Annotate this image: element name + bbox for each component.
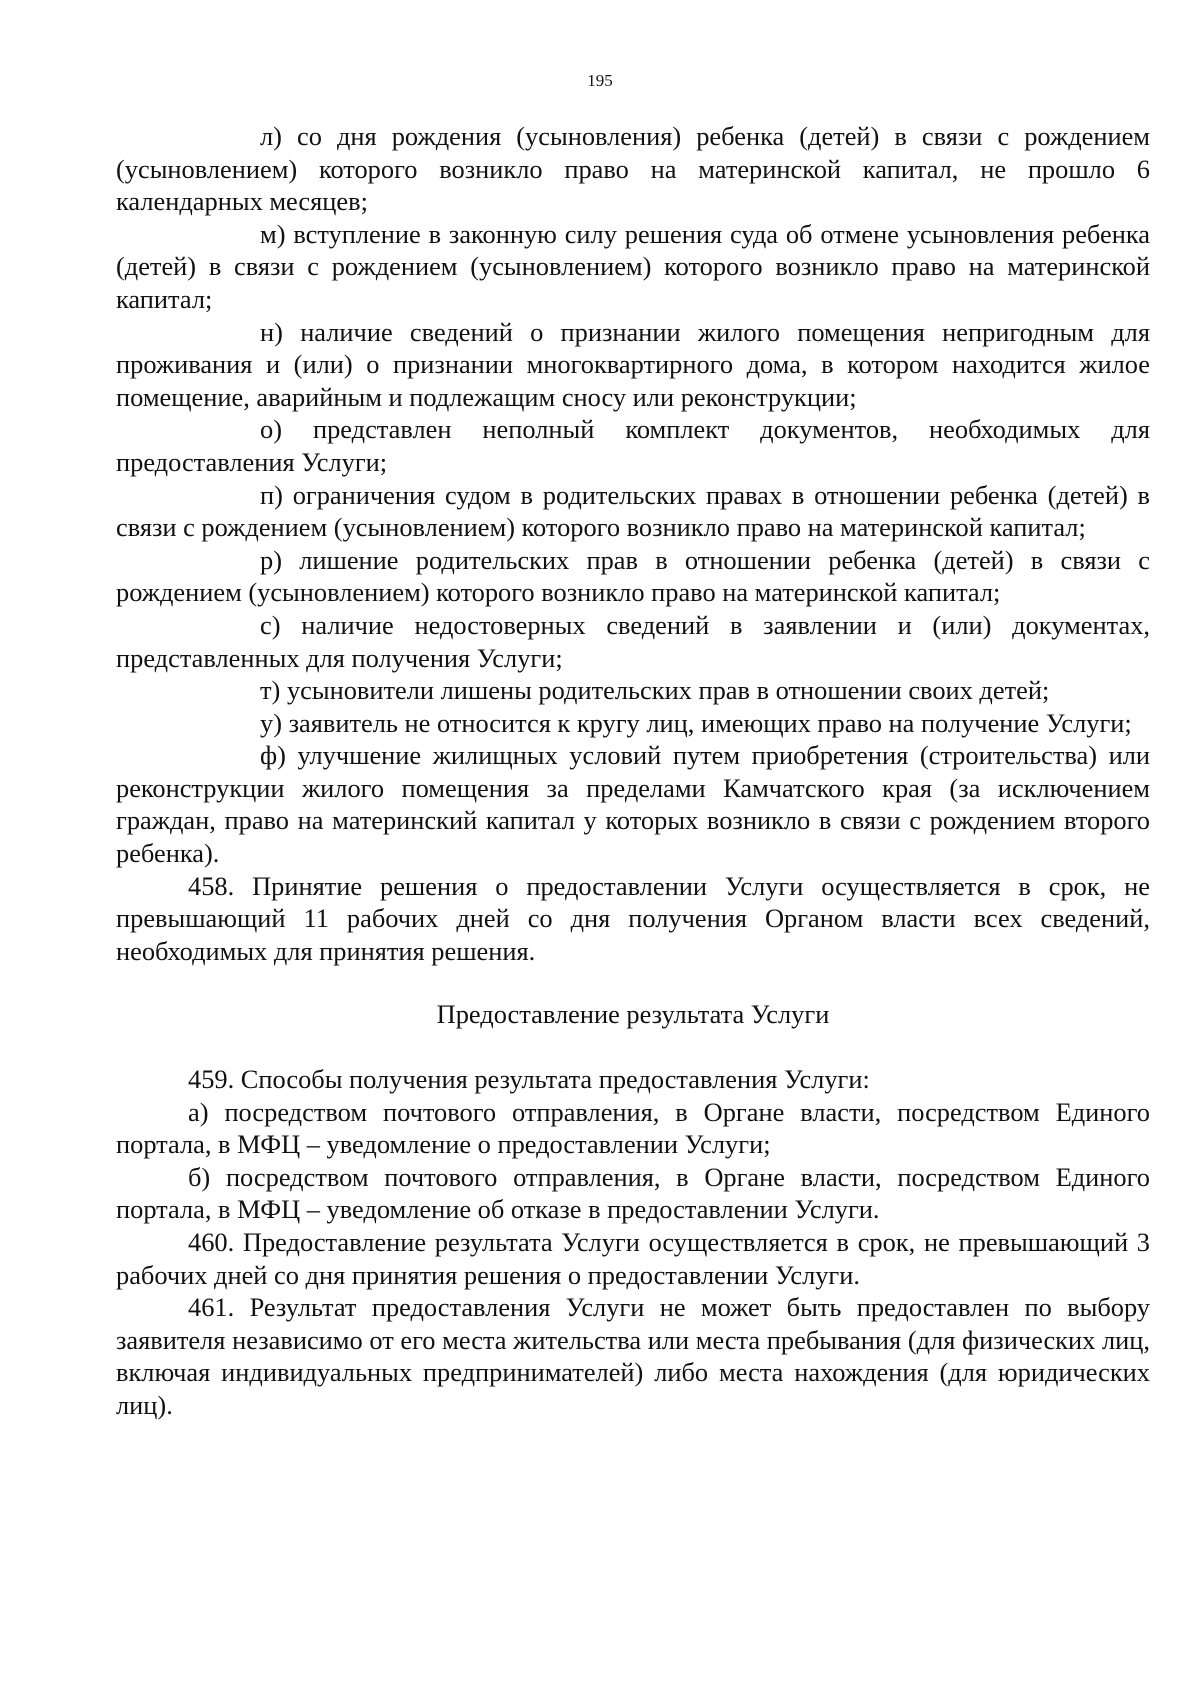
item-text: посредством почтового отправления, в Органе власти, посредством Единого портала, в МФЦ – уведомление о предоставлении Услуги; <box>116 1096 1150 1160</box>
section-heading: Предоставление результата Услуги <box>436 999 830 1030</box>
list-item-a <box>116 1096 1150 1161</box>
item-label: р) <box>260 544 282 575</box>
paragraph-text: Предоставление результата Услуги осуществляется в срок, не превышающий 3 рабочих дней со дня принятия решения о предоставлении Услуги. <box>116 1227 1150 1290</box>
item-text: посредством почтового отправления, в Органе власти, посредством Единого портала, в МФЦ – уведомление об отказе в предоставлении Услуги. <box>116 1161 1150 1225</box>
item-label: о) <box>260 414 282 445</box>
paragraph-458 <box>116 870 1150 968</box>
item-label: ф) <box>260 740 286 771</box>
list-item-p <box>116 479 1150 544</box>
item-text: со дня рождения (усыновления) ребенка (детей) в связи с рождением (усыновлением) которого возникло право на материнской капитал, не прошло 6 календарных месяцев; <box>116 121 1150 217</box>
item-label: т) <box>260 675 281 706</box>
list-item-n <box>116 316 1150 414</box>
list-item-m <box>116 218 1150 316</box>
item-text: заявитель не относится к кругу лиц, имеющих право на получение Услуги; <box>288 707 1132 738</box>
item-label: м) <box>260 218 286 249</box>
list-item-t <box>116 674 1150 707</box>
paragraph-number: 461. <box>188 1292 235 1323</box>
item-text: наличие сведений о признании жилого помещения непригодным для проживания и (или) о признании многоквартирного дома, в котором находится жилое помещение, аварийным и подлежащим сносу или реконструкции; <box>116 316 1150 412</box>
list-item-l <box>116 120 1150 218</box>
paragraph-text: Принятие решения о предоставлении Услуги осуществляется в срок, не превышающий 11 рабочих дней со дня получения Органом власти всех сведений, необходимых для принятия решения. <box>116 870 1150 966</box>
list-item-u <box>116 707 1150 740</box>
item-label: б) <box>188 1161 211 1192</box>
page-content <box>116 120 1150 1422</box>
paragraph-text: Способы получения результата предоставления Услуги: <box>240 1064 870 1095</box>
list-item-r <box>116 544 1150 609</box>
item-text: вступление в законную силу решения суда об отмене усыновления ребенка (детей) в связи с рождением (усыновлением) которого возникло право на материнской капитал; <box>116 218 1150 314</box>
item-label: п) <box>260 479 283 510</box>
paragraph-number: 459. <box>188 1064 235 1095</box>
item-text: ограничения судом в родительских правах в отношении ребенка (детей) в связи с рождением (усыновлением) которого возникло право на материнской капитал; <box>116 479 1150 543</box>
paragraph-number: 458. <box>188 870 235 901</box>
list-item-f <box>116 739 1150 869</box>
item-label: л) <box>260 121 282 151</box>
paragraph-text: Результат предоставления Услуги не может быть предоставлен по выбору заявителя независимо от его места жительства или места пребывания (для физических лиц, включая индивидуальных предпринимателей) либо места нахождения (для юридических лиц). <box>116 1292 1150 1420</box>
item-text: представлен неполный комплект документов, необходимых для предоставления Услуги; <box>116 414 1150 477</box>
list-item-o <box>116 413 1150 478</box>
item-text: улучшение жилищных условий путем приобретения (строительства) или реконструкции жилого помещения за пределами Камчатского края (за исключением граждан, право на материнский капитал у которых возникло в связи с рождением второго ребенка). <box>116 740 1150 869</box>
paragraph-459 <box>116 1063 1150 1096</box>
paragraph-461 <box>116 1291 1150 1421</box>
item-label: н) <box>260 316 283 347</box>
item-label: а) <box>188 1096 209 1127</box>
paragraph-460 <box>116 1226 1150 1291</box>
page-number: 195 <box>587 71 613 90</box>
paragraph-number: 460. <box>188 1227 235 1257</box>
item-label: у) <box>260 707 282 738</box>
item-text: усыновители лишены родительских прав в отношении своих детей; <box>286 675 1050 706</box>
list-item-b <box>116 1161 1150 1226</box>
item-text: наличие недостоверных сведений в заявлении и (или) документах, представленных для получения Услуги; <box>116 609 1150 673</box>
list-item-s <box>116 609 1150 674</box>
item-label: с) <box>260 609 281 640</box>
item-text: лишение родительских прав в отношении ребенка (детей) в связи с рождением (усыновлением) которого возникло право на материнской капитал; <box>116 544 1150 608</box>
